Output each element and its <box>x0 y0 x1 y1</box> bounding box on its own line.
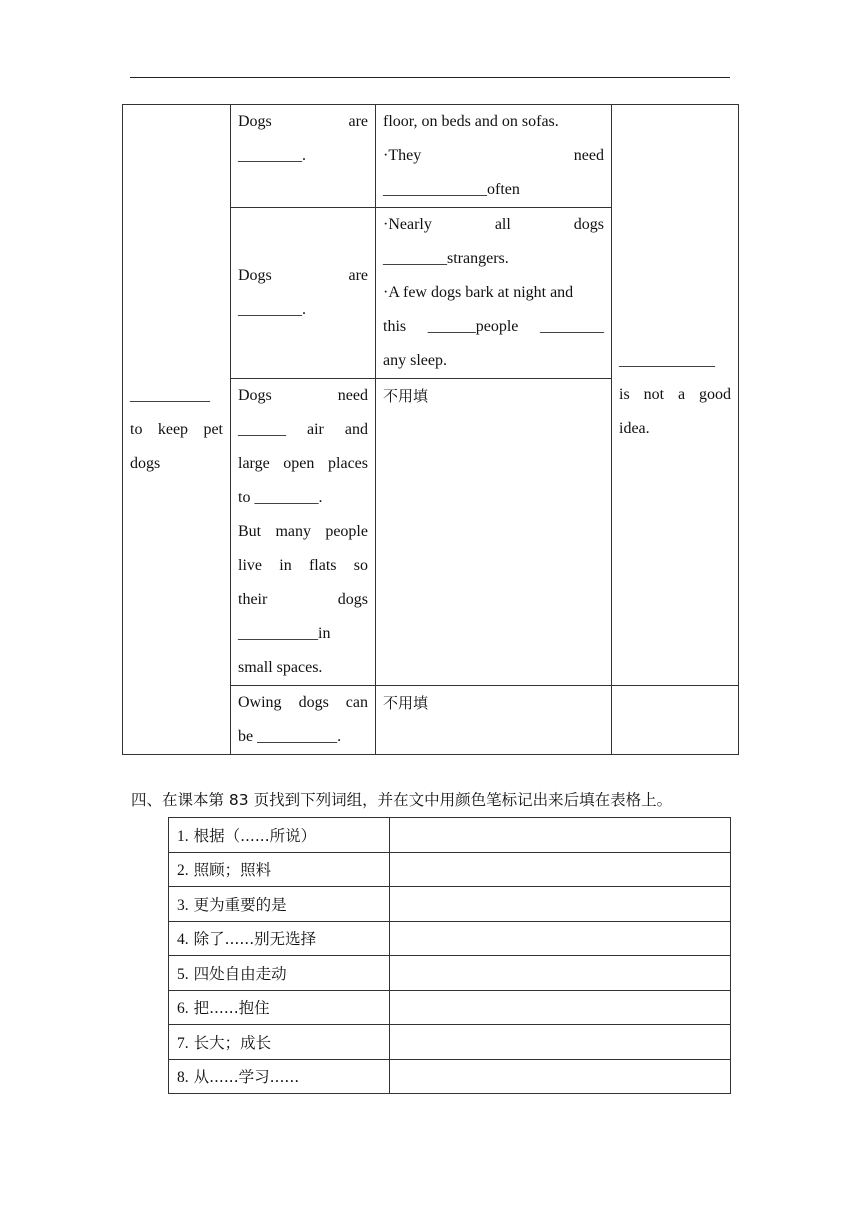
reason-blank-2[interactable]: ________. <box>238 301 306 318</box>
phrase-text: 四处自由走动 <box>193 964 287 983</box>
reason-blank-4[interactable]: to ________. <box>238 489 323 506</box>
phrase-label <box>169 921 390 956</box>
phrase-number: 6. <box>177 1000 189 1018</box>
reason-cell-4: Owing dogs can be __________. <box>231 686 376 755</box>
detail-blank-2[interactable]: ________strangers. <box>383 250 509 267</box>
phrase-text: 长大；成长 <box>193 1033 272 1052</box>
detail-cell-3 <box>376 379 612 686</box>
phrase-label <box>169 990 390 1025</box>
no-fill-note: 不用填 <box>383 694 429 712</box>
phrase-number: 3. <box>177 896 189 914</box>
phrase-answer-cell[interactable] <box>390 818 731 853</box>
phrase-number: 1. <box>177 827 189 845</box>
phrase-text: 把......抱住 <box>193 999 270 1018</box>
phrase-text: 照顾；照料 <box>193 861 272 880</box>
section-4-title: 四、在课本第 83 页找到下列词组，并在文中用颜色笔标记出来后填在表格上。 <box>131 791 673 809</box>
phrase-label <box>169 818 390 853</box>
outline-table <box>122 104 739 755</box>
topic-cell: __________ to keep pet dogs <box>123 105 231 755</box>
header-rule <box>130 77 730 78</box>
phrase-table <box>168 817 731 1094</box>
phrase-text: 除了......别无选择 <box>193 930 317 949</box>
topic-text: to keep pet <box>130 420 223 438</box>
detail-cell-4 <box>376 686 612 755</box>
conclusion-cell: ____________ is not a good idea. <box>612 105 739 686</box>
detail-cell-1: floor, on beds and on sofas. ·They need _____________often <box>376 105 612 208</box>
phrase-label <box>169 1059 390 1094</box>
conclusion-empty-cell[interactable] <box>612 686 739 755</box>
phrase-text: 从......学习...... <box>193 1068 300 1087</box>
phrase-text: 更为重要的是 <box>193 895 287 914</box>
detail-blank-3[interactable]: this ______people ________ <box>383 318 604 335</box>
phrase-answer-cell[interactable] <box>390 1025 731 1060</box>
phrase-answer-cell[interactable] <box>390 887 731 922</box>
reason-blank-6[interactable]: be __________. <box>238 728 342 745</box>
reason-blank-3[interactable]: ______ air and <box>238 421 368 438</box>
topic-blank[interactable]: __________ <box>130 386 210 404</box>
reason-blank-1[interactable]: ________. <box>238 147 306 164</box>
reason-cell-2: Dogs are ________. <box>231 208 376 379</box>
phrase-row <box>169 956 731 991</box>
phrase-row <box>169 921 731 956</box>
phrase-answer-cell[interactable] <box>390 921 731 956</box>
phrase-answer-cell[interactable] <box>390 956 731 991</box>
phrase-row <box>169 1059 731 1094</box>
phrase-label <box>169 887 390 922</box>
reason-blank-5[interactable]: __________in <box>238 625 331 642</box>
phrase-number: 8. <box>177 1069 189 1087</box>
phrase-answer-cell[interactable] <box>390 990 731 1025</box>
phrase-row <box>169 887 731 922</box>
phrase-label <box>169 1025 390 1060</box>
phrase-label <box>169 956 390 991</box>
no-fill-note: 不用填 <box>383 387 429 405</box>
phrase-label <box>169 852 390 887</box>
phrase-text: 根据（......所说） <box>193 826 317 845</box>
detail-blank-1[interactable]: _____________often <box>383 181 520 198</box>
phrase-row <box>169 990 731 1025</box>
phrase-answer-cell[interactable] <box>390 1059 731 1094</box>
phrase-row <box>169 1025 731 1060</box>
reason-cell-1: Dogs are ________. <box>231 105 376 208</box>
reason-cell-3: Dogs need ______ air and large open places to ________. But many people live in flats so their dogs __________in small spaces. <box>231 379 376 686</box>
conclusion-blank[interactable]: ____________ <box>619 352 715 369</box>
phrase-number: 7. <box>177 1034 189 1052</box>
detail-cell-2: ·Nearly all dogs ________strangers. ·A few dogs bark at night and this ______people ________ any sleep. <box>376 208 612 379</box>
phrase-answer-cell[interactable] <box>390 852 731 887</box>
phrase-row <box>169 852 731 887</box>
phrase-number: 2. <box>177 862 189 880</box>
phrase-number: 4. <box>177 931 189 949</box>
phrase-number: 5. <box>177 965 189 983</box>
phrase-row <box>169 818 731 853</box>
